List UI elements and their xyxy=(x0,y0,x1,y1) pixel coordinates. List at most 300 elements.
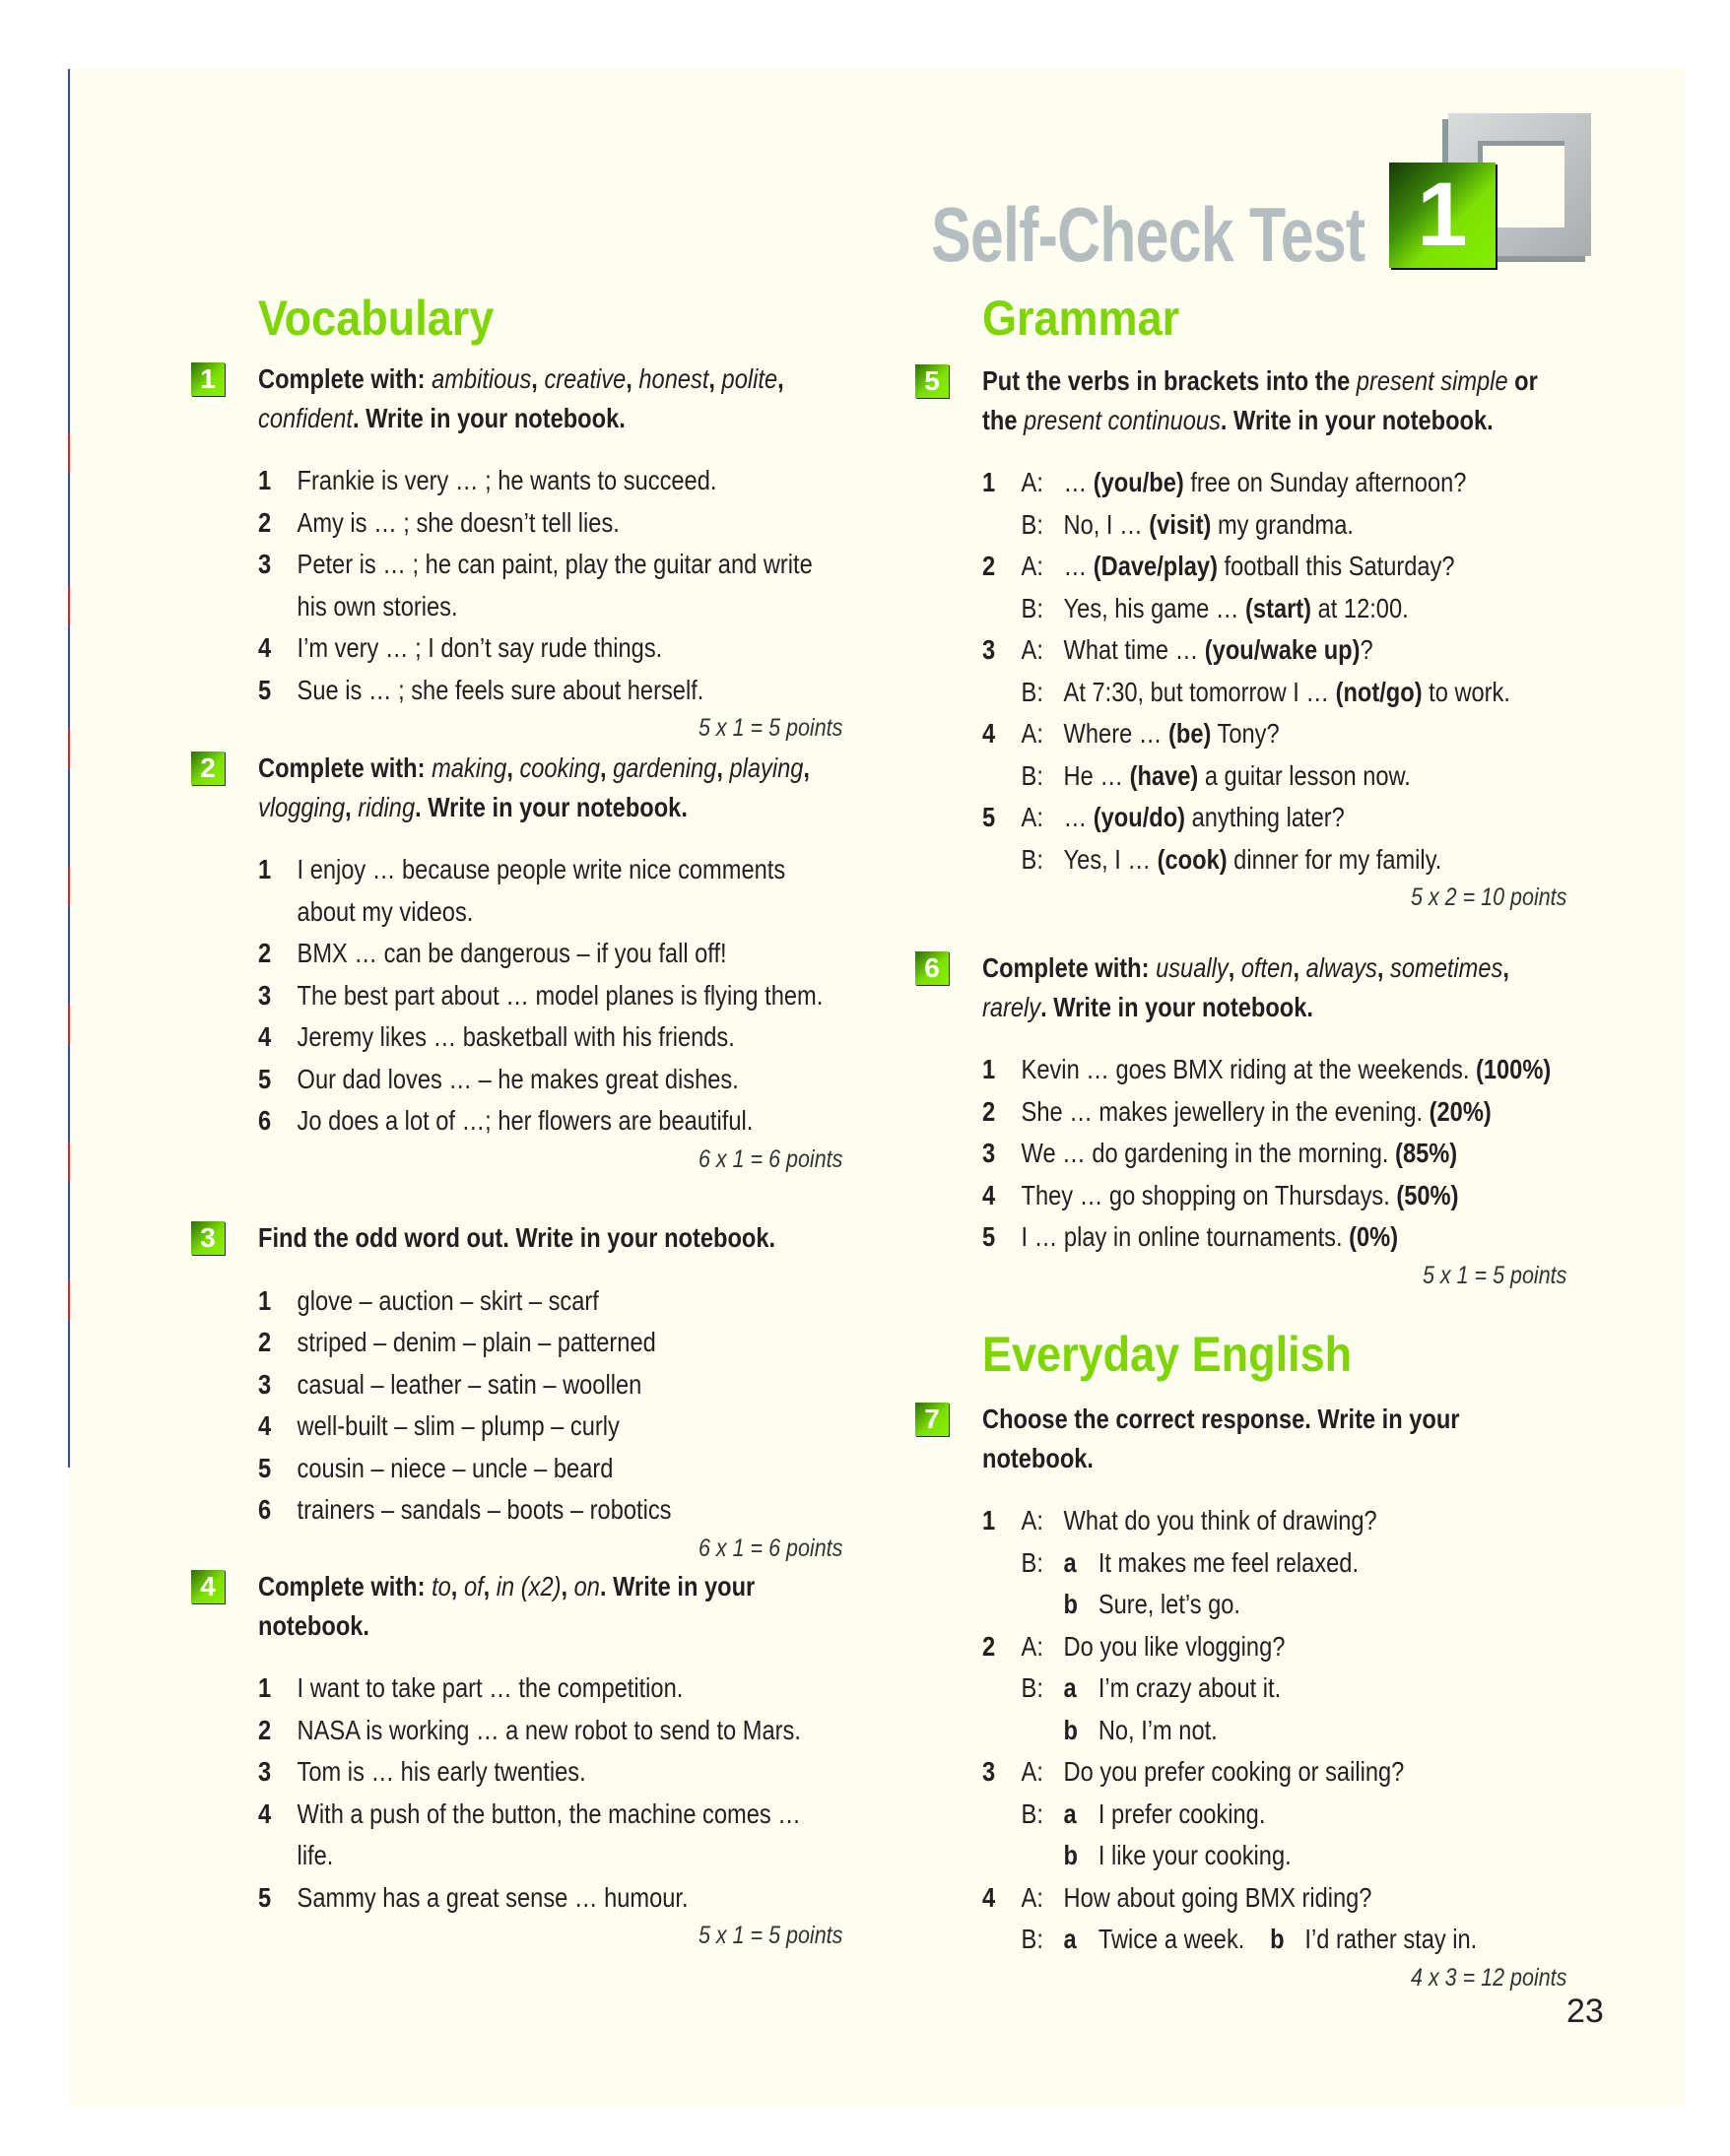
speaker-label: A: xyxy=(1021,1630,1043,1662)
dialogue-line xyxy=(1022,1542,1567,1585)
exercise-item xyxy=(258,975,842,1017)
item-number: 2 xyxy=(982,551,996,582)
text-run: Complete with: xyxy=(982,952,1157,983)
text-run: Sammy has a great sense … humour. xyxy=(297,1881,689,1913)
bold-text: (you/be) xyxy=(1093,467,1184,498)
dialogue-line xyxy=(1022,462,1567,504)
option-text: It makes me feel relaxed. xyxy=(1098,1546,1360,1578)
italic-text: confident xyxy=(258,402,353,433)
item-number: 3 xyxy=(982,634,996,666)
speaker-label: B: xyxy=(1021,592,1043,623)
dialogue-line xyxy=(1022,1710,1567,1752)
text-run: … xyxy=(1063,802,1094,833)
italic-text: on xyxy=(573,1571,600,1601)
option-text: I’m crazy about it. xyxy=(1098,1672,1282,1704)
exercise-item xyxy=(982,713,1566,797)
item-number: 2 xyxy=(258,938,272,969)
bold-text: (85%) xyxy=(1395,1138,1458,1169)
speaker-label: B: xyxy=(1021,843,1043,875)
option-text: I like your cooking. xyxy=(1098,1840,1292,1871)
item-number: 1 xyxy=(982,1054,996,1085)
item-number: 1 xyxy=(982,467,996,498)
text-run: Find the odd word out. Write in your notebook. xyxy=(258,1222,776,1253)
item-number: 2 xyxy=(982,1095,996,1127)
exercise-3 xyxy=(200,1218,843,1565)
text-run: What time … xyxy=(1063,634,1205,666)
dialogue-line xyxy=(1022,546,1567,588)
item-number: 3 xyxy=(258,979,272,1011)
exercise-item xyxy=(258,1016,842,1059)
section-heading-everyday-english: Everyday English xyxy=(982,1327,1353,1382)
page-edge-mark xyxy=(68,1280,70,1320)
italic-text: rarely xyxy=(982,991,1041,1022)
exercise-body xyxy=(258,1218,842,1565)
exercise-body xyxy=(982,948,1566,1292)
unit-number-badge: 1 xyxy=(1389,163,1496,268)
exercise-instruction xyxy=(258,1567,842,1645)
text-run: With a push of the button, the machine comes … life. xyxy=(297,1797,801,1871)
bold-text: (100%) xyxy=(1475,1054,1552,1085)
exercise-number-badge: 6 xyxy=(915,951,949,985)
italic-text: present simple xyxy=(1356,365,1508,396)
item-number: 3 xyxy=(258,1368,272,1400)
page-edge-mark xyxy=(68,586,70,625)
text-run: , xyxy=(345,791,359,822)
exercise-item xyxy=(258,1322,842,1364)
page-title: Self-Check Test xyxy=(930,191,1364,278)
text-run: Amy is … ; she doesn’t tell lies. xyxy=(297,506,620,538)
exercise-item xyxy=(982,1133,1566,1175)
points-label: 6 x 1 = 6 points xyxy=(698,1144,843,1173)
exercise-number-badge: 1 xyxy=(191,362,225,396)
italic-text: always xyxy=(1305,952,1377,983)
italic-text: creative xyxy=(544,363,627,394)
exercise-item xyxy=(258,670,842,712)
speaker-label: B: xyxy=(1021,759,1043,791)
text-run: Do you like vlogging? xyxy=(1063,1630,1286,1662)
item-number: 2 xyxy=(258,1327,272,1358)
text-run: She … makes jewellery in the evening. xyxy=(1021,1095,1430,1127)
exercise-item xyxy=(258,460,842,502)
text-run: He … xyxy=(1063,759,1130,791)
response-option xyxy=(1064,1919,1245,1961)
bold-text: (be) xyxy=(1168,718,1212,750)
item-number: 3 xyxy=(258,1756,272,1788)
speaker-label: B: xyxy=(1021,1797,1043,1829)
page-number: 23 xyxy=(1566,1993,1604,2030)
points-label: 5 x 1 = 5 points xyxy=(1422,1261,1567,1289)
speaker-label: B: xyxy=(1021,1924,1043,1955)
text-run: trainers – sandals – boots – robotics xyxy=(297,1494,672,1526)
points-label: 5 x 1 = 5 points xyxy=(698,1922,843,1950)
exercise-item xyxy=(258,502,842,545)
exercise-item xyxy=(258,1364,842,1406)
item-number: 3 xyxy=(982,1138,996,1169)
italic-text: often xyxy=(1240,952,1294,983)
dialogue-line xyxy=(1022,672,1567,714)
text-run: football this Saturday? xyxy=(1217,551,1455,582)
item-number: 2 xyxy=(982,1630,996,1662)
item-number: 5 xyxy=(982,1221,996,1253)
dialogue-line xyxy=(1022,1919,1567,1961)
exercise-item xyxy=(258,1280,842,1323)
exercise-item xyxy=(258,1794,842,1877)
dialogue-line xyxy=(1022,1794,1567,1836)
exercise-item xyxy=(258,1448,842,1490)
text-run: Complete with: xyxy=(258,1571,432,1601)
points-label: 5 x 1 = 5 points xyxy=(698,714,843,743)
text-run: Tony? xyxy=(1211,718,1280,750)
section-heading-grammar: Grammar xyxy=(982,291,1180,346)
text-run: BMX … can be dangerous – if you fall off! xyxy=(297,938,727,969)
exercise-item xyxy=(258,933,842,975)
text-run: , xyxy=(1502,952,1509,983)
bold-text: (you/do) xyxy=(1093,802,1186,833)
item-number: 6 xyxy=(258,1105,272,1137)
bold-text: (0%) xyxy=(1349,1221,1399,1253)
exercise-item xyxy=(982,1216,1566,1259)
exercise-item xyxy=(982,797,1566,881)
item-number: 4 xyxy=(258,1410,272,1442)
italic-text: present continuous xyxy=(1024,404,1221,435)
exercise-1 xyxy=(200,359,843,745)
exercise-item xyxy=(258,849,842,933)
page-edge-mark xyxy=(68,1143,70,1182)
exercise-body xyxy=(258,1567,842,1952)
text-run: Peter is … ; he can paint, play the guitar and write his own stories. xyxy=(297,549,813,621)
exercise-instruction xyxy=(258,749,842,826)
section-heading-vocabulary: Vocabulary xyxy=(258,291,495,346)
text-run: anything later? xyxy=(1185,802,1345,833)
bold-text: (cook) xyxy=(1157,843,1228,875)
exercise-item xyxy=(982,1049,1566,1091)
exercise-body xyxy=(982,361,1566,914)
text-run: . Write in your notebook. xyxy=(1040,991,1313,1022)
dialogue-line xyxy=(1022,755,1567,798)
speaker-label: A: xyxy=(1021,1756,1043,1788)
italic-text: in (x2) xyxy=(496,1571,562,1601)
response-option xyxy=(1064,1542,1359,1585)
text-run: NASA is working … a new robot to send to Mars. xyxy=(297,1714,801,1745)
speaker-label: A: xyxy=(1021,634,1043,666)
exercise-item xyxy=(258,1751,842,1794)
option-letter: a xyxy=(1063,1924,1077,1955)
italic-text: vlogging xyxy=(258,791,346,822)
exercise-instruction xyxy=(258,1218,842,1258)
bold-text: (20%) xyxy=(1429,1095,1492,1127)
italic-text: cooking xyxy=(519,752,600,783)
exercise-item xyxy=(982,1091,1566,1134)
option-letter: a xyxy=(1063,1672,1077,1704)
text-run: Yes, I … xyxy=(1063,843,1158,875)
dialogue-line xyxy=(1022,1835,1567,1877)
item-number: 4 xyxy=(258,632,272,664)
text-run: , xyxy=(1376,952,1391,983)
text-run: , xyxy=(599,752,614,783)
text-run: . Write in your notebook. xyxy=(415,791,688,822)
exercise-number-badge: 7 xyxy=(915,1403,949,1436)
exercise-4 xyxy=(200,1567,843,1952)
exercise-item xyxy=(258,544,842,627)
speaker-label: A: xyxy=(1021,718,1043,750)
exercise-item xyxy=(258,1100,842,1143)
text-run: Complete with: xyxy=(258,363,432,394)
text-run: , xyxy=(626,363,639,394)
speaker-label: A: xyxy=(1021,802,1043,833)
item-number: 5 xyxy=(982,802,996,833)
page-edge-mark xyxy=(68,729,70,768)
item-number: 1 xyxy=(258,465,272,496)
item-number: 4 xyxy=(982,1881,996,1913)
option-letter: b xyxy=(1063,1589,1079,1620)
text-run: , xyxy=(777,363,784,394)
italic-text: to xyxy=(432,1571,451,1601)
bold-text: (50%) xyxy=(1396,1179,1459,1210)
bold-text: (you/wake up) xyxy=(1204,634,1361,666)
text-run: We … do gardening in the morning. xyxy=(1021,1138,1396,1169)
exercise-item xyxy=(982,546,1566,629)
text-run: ? xyxy=(1360,634,1373,666)
text-run: Tom is … his early twenties. xyxy=(297,1756,586,1788)
text-run: or the xyxy=(982,365,1538,435)
exercise-item xyxy=(982,1175,1566,1217)
speaker-label: A: xyxy=(1021,1505,1043,1536)
text-run: cousin – niece – uncle – beard xyxy=(297,1452,614,1483)
response-option xyxy=(1064,1835,1292,1877)
option-letter: b xyxy=(1270,1924,1285,1955)
text-run: Yes, his game … xyxy=(1063,592,1246,623)
item-number: 5 xyxy=(258,1063,272,1094)
response-option xyxy=(1064,1710,1218,1752)
text-run: How about going BMX riding? xyxy=(1063,1881,1372,1913)
points-label: 6 x 1 = 6 points xyxy=(698,1534,843,1562)
text-run: . Write in your notebook. xyxy=(352,402,626,433)
item-number: 3 xyxy=(258,549,272,580)
text-run: to work. xyxy=(1422,676,1510,707)
text-run: , xyxy=(716,752,730,783)
text-run: Complete with: xyxy=(258,752,432,783)
item-number: 4 xyxy=(982,718,996,750)
dialogue-line xyxy=(1022,629,1567,672)
points-label: 4 x 3 = 12 points xyxy=(1411,1963,1567,1992)
exercise-item xyxy=(982,1626,1566,1752)
italic-text: usually xyxy=(1156,952,1229,983)
item-number: 1 xyxy=(258,854,272,885)
text-run: … xyxy=(1063,467,1094,498)
exercise-6 xyxy=(924,948,1567,1292)
exercise-7 xyxy=(924,1400,1567,1994)
dialogue-line xyxy=(1022,797,1567,839)
text-run: Choose the correct response. Write in your notebook. xyxy=(982,1404,1460,1473)
exercise-instruction xyxy=(982,361,1566,439)
text-run: I want to take part … the competition. xyxy=(297,1672,684,1704)
text-run: , xyxy=(506,752,520,783)
italic-text: playing xyxy=(729,752,804,783)
text-run: my grandma. xyxy=(1211,508,1354,540)
text-run: , xyxy=(708,363,722,394)
text-run: Frankie is very … ; he wants to succeed. xyxy=(297,465,717,496)
exercise-item xyxy=(258,1667,842,1710)
text-run: Where … xyxy=(1063,718,1169,750)
exercise-item xyxy=(982,1877,1566,1961)
text-run: well-built – slim – plump – curly xyxy=(297,1410,620,1442)
text-run: a guitar lesson now. xyxy=(1198,759,1411,791)
dialogue-line xyxy=(1022,588,1567,630)
italic-text: polite xyxy=(721,363,778,394)
item-number: 6 xyxy=(258,1494,272,1526)
response-option xyxy=(1270,1919,1477,1961)
item-number: 4 xyxy=(982,1179,996,1210)
speaker-label: B: xyxy=(1021,1546,1043,1578)
text-run: free on Sunday afternoon? xyxy=(1183,467,1467,498)
text-run: They … go shopping on Thursdays. xyxy=(1021,1179,1397,1210)
italic-text: making xyxy=(432,752,507,783)
option-text: No, I’m not. xyxy=(1098,1714,1218,1745)
text-run: No, I … xyxy=(1063,508,1150,540)
text-run: Jeremy likes … basketball with his friends. xyxy=(297,1021,735,1053)
page-edge-mark xyxy=(68,433,70,473)
exercise-item xyxy=(982,1500,1566,1626)
exercise-2 xyxy=(200,749,843,1176)
exercise-body xyxy=(258,749,842,1176)
exercise-number-badge: 4 xyxy=(191,1570,225,1603)
text-run: The best part about … model planes is flying them. xyxy=(297,979,824,1011)
item-number: 5 xyxy=(258,1881,272,1913)
speaker-label: B: xyxy=(1021,676,1043,707)
option-text: I’d rather stay in. xyxy=(1304,1924,1478,1955)
text-run: . Write in your notebook. xyxy=(258,1571,756,1641)
text-run: striped – denim – plain – patterned xyxy=(297,1327,656,1358)
page-edge-mark xyxy=(68,867,70,906)
item-number: 2 xyxy=(258,1714,272,1745)
speaker-label: B: xyxy=(1021,508,1043,540)
text-run: , xyxy=(1293,952,1306,983)
text-run: dinner for my family. xyxy=(1227,843,1442,875)
text-run: , xyxy=(531,363,545,394)
italic-text: gardening xyxy=(613,752,717,783)
exercise-item xyxy=(258,1489,842,1532)
response-option xyxy=(1064,1667,1282,1710)
text-run: Kevin … goes BMX riding at the weekends. xyxy=(1021,1054,1476,1085)
italic-text: ambitious xyxy=(432,363,532,394)
text-run: , xyxy=(450,1571,464,1601)
italic-text: riding xyxy=(358,791,416,822)
exercise-number-badge: 3 xyxy=(191,1221,225,1255)
speaker-label: A: xyxy=(1021,1881,1043,1913)
exercise-instruction xyxy=(982,948,1566,1026)
dialogue-line xyxy=(1022,1500,1567,1542)
exercise-item xyxy=(982,629,1566,713)
exercise-body xyxy=(982,1400,1566,1994)
text-run: , xyxy=(1228,952,1241,983)
text-run: I’m very … ; I don’t say rude things. xyxy=(297,632,663,664)
bold-text: (Dave/play) xyxy=(1093,551,1218,582)
exercise-instruction xyxy=(982,1400,1566,1477)
points-label: 5 x 2 = 10 points xyxy=(1411,883,1567,912)
exercise-item xyxy=(258,1710,842,1752)
dialogue-line xyxy=(1022,504,1567,547)
bold-text: (visit) xyxy=(1149,508,1212,540)
item-number: 1 xyxy=(258,1284,272,1316)
text-run: , xyxy=(803,752,810,783)
bold-text: (have) xyxy=(1129,759,1199,791)
text-run: I … play in online tournaments. xyxy=(1021,1221,1350,1253)
page-edge-mark xyxy=(68,1005,70,1044)
item-number: 3 xyxy=(982,1756,996,1788)
item-number: 4 xyxy=(258,1021,272,1053)
text-run: … xyxy=(1063,551,1094,582)
option-letter: a xyxy=(1063,1797,1077,1829)
text-run: Jo does a lot of …; her flowers are beautiful. xyxy=(297,1105,754,1137)
dialogue-line xyxy=(1022,713,1567,755)
option-letter: b xyxy=(1063,1840,1079,1871)
item-number: 1 xyxy=(982,1505,996,1536)
text-run: , xyxy=(483,1571,497,1601)
item-number: 5 xyxy=(258,1452,272,1483)
option-text: I prefer cooking. xyxy=(1098,1797,1266,1829)
text-run: at 12:00. xyxy=(1311,592,1409,623)
bold-text: (start) xyxy=(1245,592,1312,623)
text-run: At 7:30, but tomorrow I … xyxy=(1063,676,1336,707)
response-option xyxy=(1064,1584,1240,1626)
italic-text: of xyxy=(463,1571,484,1601)
text-run: casual – leather – satin – woollen xyxy=(297,1368,642,1400)
option-text: Twice a week. xyxy=(1098,1924,1245,1955)
text-run: Our dad loves … – he makes great dishes. xyxy=(297,1063,739,1094)
italic-text: honest xyxy=(638,363,709,394)
item-number: 1 xyxy=(258,1672,272,1704)
exercise-item xyxy=(258,1059,842,1101)
exercise-item xyxy=(258,1405,842,1448)
text-run: I enjoy … because people write nice comments about my videos. xyxy=(297,854,786,927)
speaker-label: A: xyxy=(1021,551,1043,582)
text-run: What do you think of drawing? xyxy=(1063,1505,1377,1536)
speaker-label: B: xyxy=(1021,1672,1043,1704)
exercise-item xyxy=(982,1751,1566,1877)
exercise-5 xyxy=(924,361,1567,914)
option-letter: b xyxy=(1063,1714,1079,1745)
item-number: 4 xyxy=(258,1797,272,1829)
dialogue-line xyxy=(1022,1626,1567,1668)
text-run: Put the verbs in brackets into the xyxy=(982,365,1357,396)
exercise-item xyxy=(982,462,1566,546)
item-number: 5 xyxy=(258,674,272,705)
dialogue-line xyxy=(1022,839,1567,882)
exercise-number-badge: 5 xyxy=(915,364,949,398)
item-number: 2 xyxy=(258,506,272,538)
option-letter: a xyxy=(1063,1546,1077,1578)
exercise-item xyxy=(258,627,842,670)
bold-text: (not/go) xyxy=(1335,676,1423,707)
exercise-body xyxy=(258,359,842,745)
exercise-instruction xyxy=(258,359,842,437)
dialogue-line xyxy=(1022,1584,1567,1626)
dialogue-line xyxy=(1022,1667,1567,1710)
response-option xyxy=(1064,1794,1266,1836)
option-text: Sure, let’s go. xyxy=(1098,1589,1241,1620)
text-run: glove – auction – skirt – scarf xyxy=(297,1284,599,1316)
text-run: . Write in your notebook. xyxy=(1220,404,1494,435)
exercise-item xyxy=(258,1877,842,1920)
exercise-number-badge: 2 xyxy=(191,751,225,785)
text-run: Sue is … ; she feels sure about herself. xyxy=(297,674,704,705)
dialogue-line xyxy=(1022,1877,1567,1920)
text-run: , xyxy=(561,1571,574,1601)
dialogue-line xyxy=(1022,1751,1567,1794)
speaker-label: A: xyxy=(1021,467,1043,498)
text-run: Do you prefer cooking or sailing? xyxy=(1063,1756,1405,1788)
italic-text: sometimes xyxy=(1390,952,1503,983)
